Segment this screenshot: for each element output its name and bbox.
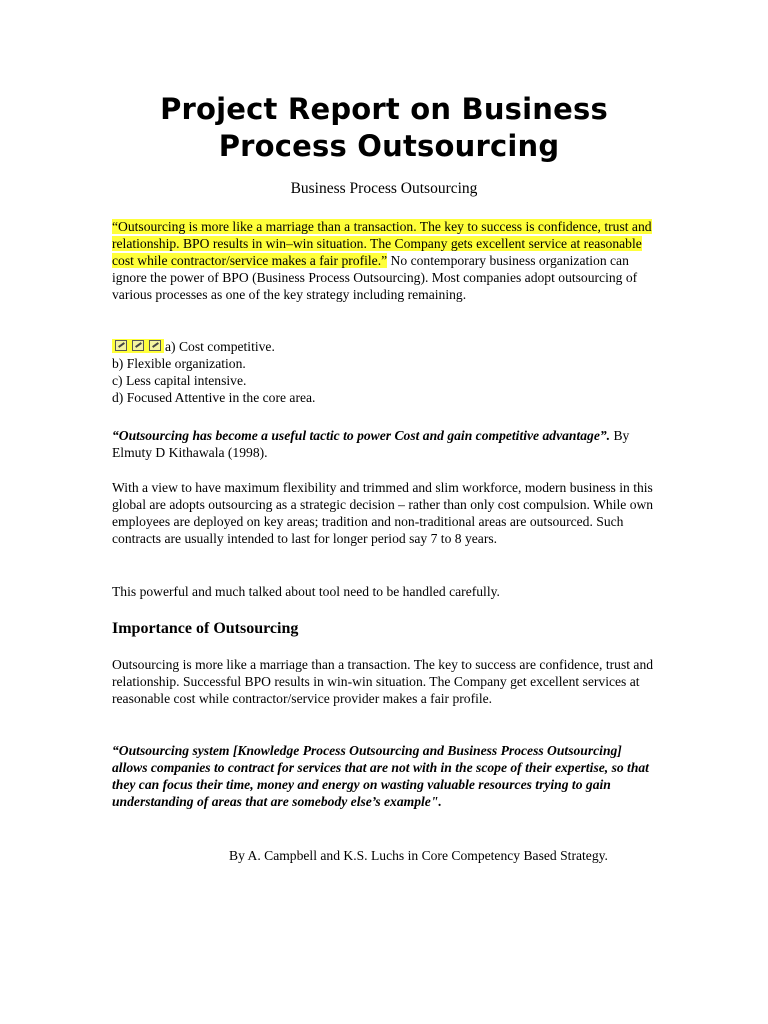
pencil-icon	[149, 340, 161, 351]
intro-highlighted-quote: “Outsourcing is more like a marriage than a transaction. The key to success is confidence, trust and relationship. BPO results in win–win situation. The Company gets excellent service at reasonable cost while contractor/service makes a fair profile.”	[112, 219, 652, 268]
paragraph-3: This powerful and much talked about tool need to be handled carefully.	[112, 584, 500, 599]
pencil-icon-group	[112, 339, 164, 353]
intro-paragraph	[112, 218, 660, 303]
list-item	[112, 338, 660, 355]
quote-2: “Outsourcing system [Knowledge Process Outsourcing and Business Process Outsourcing] allows companies to contract for services that are not with in the scope of their expertise, so that they can focus their time, money and energy on wasting valuable resources trying to gain understanding of areas that are somebody else’s example".	[112, 743, 649, 809]
list-item: b) Flexible organization.	[112, 356, 246, 371]
section-heading: Importance of Outsourcing	[112, 620, 299, 637]
paragraph-4: Outsourcing is more like a marriage than a transaction. The key to success are confidence, trust and relationship. Successful BPO results in win-win situation. The Company get excellent services at reasonable cost while contractor/service provider makes a fair profile.	[112, 657, 654, 706]
pencil-icon	[132, 340, 144, 351]
list-item: c) Less capital intensive.	[112, 373, 247, 388]
list-item-text: a) Cost competitive.	[165, 339, 275, 354]
intro-text: No contemporary business organization can ignore the power of BPO (Business Process Outsourcing). Most companies adopt outsourcing of various processes as one of the key strategy including remaining.	[112, 253, 638, 302]
benefits-list	[112, 338, 660, 406]
pencil-icon	[115, 340, 127, 351]
quote-1	[112, 427, 660, 461]
quote-2-byline: By A. Campbell and K.S. Luchs in Core Competency Based Strategy.	[229, 848, 608, 863]
title-line-2: Process Outsourcing	[218, 129, 560, 163]
list-item: d) Focused Attentive in the core area.	[112, 390, 316, 405]
title-line-1: Project Report on Business	[160, 92, 608, 126]
quote-1-attribution: By Elmuty D Kithawala (1998).	[112, 428, 630, 460]
page-title	[0, 91, 768, 165]
subtitle: Business Process Outsourcing	[290, 180, 478, 197]
paragraph-2: With a view to have maximum flexibility and trimmed and slim workforce, modern business in this global are adopts outsourcing as a strategic decision – rather than only cost compulsion. While own employees are deployed on key areas; tradition and non-traditional areas are outsourced. Such contracts are usually intended to last for longer period say 7 to 8 years.	[112, 480, 654, 546]
quote-1-text: “Outsourcing has become a useful tactic to power Cost and gain competitive advantage”.	[112, 428, 611, 443]
